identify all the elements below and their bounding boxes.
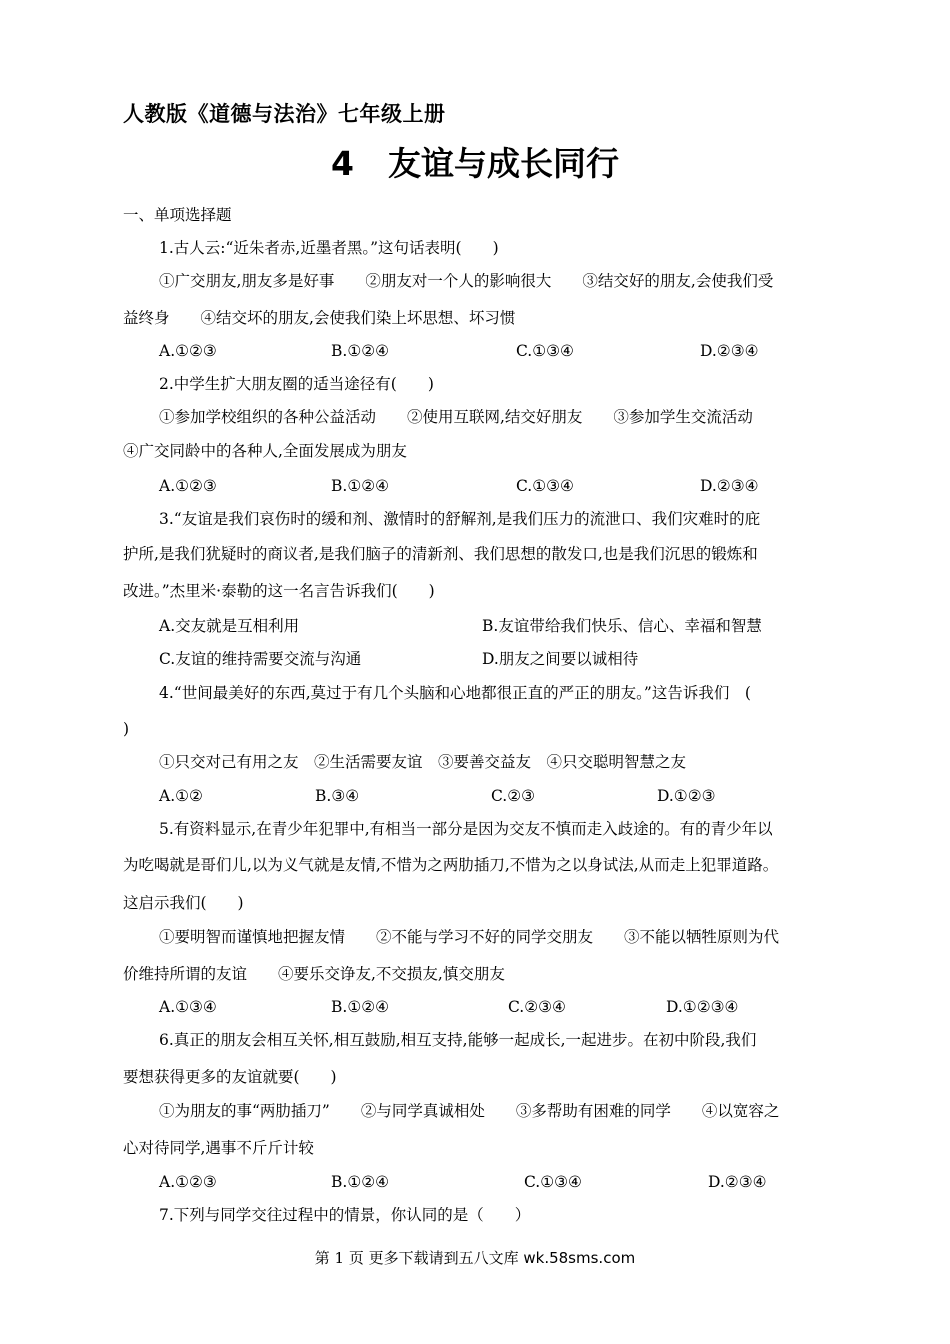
question-1-option-c: C.①③④ <box>516 342 574 360</box>
question-7-stem: 7.下列与同学交往过程中的情景，你认同的是（ ） <box>159 1206 531 1224</box>
question-4-stem: 4.“世间最美好的东西,莫过于有几个头脑和心地都很正直的严正的朋友。”这告诉我们 ( <box>159 684 751 702</box>
question-1-option-a: A.①②③ <box>159 342 217 360</box>
question-6-statements-cont: 心对待同学,遇事不斤斤计较 <box>123 1139 314 1157</box>
question-1-option-d: D.②③④ <box>700 342 759 360</box>
question-4-option-a: A.①② <box>159 787 203 805</box>
question-5-stem-cont-2: 这启示我们( ) <box>123 894 244 912</box>
question-3-stem: 3.“友谊是我们哀伤时的缓和剂、激情时的舒解剂,是我们压力的流泄口、我们灾难时的庇 <box>159 510 761 528</box>
question-2-stem: 2.中学生扩大朋友圈的适当途径有( ) <box>159 375 434 393</box>
question-3-option-c: C.友谊的维持需要交流与沟通 <box>159 650 362 668</box>
question-5-statements: ①要明智而谨慎地把握友情 ②不能与学习不好的同学交朋友 ③不能以牺牲原则为代 <box>159 928 780 946</box>
question-6-option-a: A.①②③ <box>159 1173 217 1191</box>
question-1-option-b: B.①②④ <box>331 342 390 360</box>
question-2-statements-cont: ④广交同龄中的各种人,全面发展成为朋友 <box>123 442 407 460</box>
question-1-statements-cont: 益终身 ④结交坏的朋友,会使我们染上坏思想、坏习惯 <box>123 309 516 327</box>
question-5-stem: 5.有资料显示,在青少年犯罪中,有相当一部分是因为交友不慎而走入歧途的。有的青少年以 <box>159 820 773 838</box>
question-3-option-a: A.交友就是互相利用 <box>159 617 300 635</box>
question-1-stem: 1.古人云:“近朱者赤,近墨者黑。”这句话表明( ) <box>159 239 499 257</box>
question-6-option-b: B.①②④ <box>331 1173 390 1191</box>
section-heading: 一、单项选择题 <box>123 206 232 224</box>
question-3-option-d: D.朋友之间要以诚相待 <box>482 650 639 668</box>
question-5-option-b: B.①②④ <box>331 998 390 1016</box>
question-5-stem-cont: 为吃喝就是哥们儿,以为义气就是友情,不惜为之两肋插刀,不惜为之以身试法,从而走上犯罪道路。 <box>123 856 779 874</box>
question-6-stem-cont: 要想获得更多的友谊就要( ) <box>123 1068 337 1086</box>
question-6-stem: 6.真正的朋友会相互关怀,相互鼓励,相互支持,能够一起成长,一起进步。在初中阶段,我们 <box>159 1031 757 1049</box>
question-4-option-b: B.③④ <box>315 787 360 805</box>
question-5-statements-cont: 价维持所谓的友谊 ④要乐交诤友,不交损友,慎交朋友 <box>123 965 505 983</box>
question-4-option-c: C.②③ <box>491 787 536 805</box>
question-2-statements: ①参加学校组织的各种公益活动 ②使用互联网,结交好朋友 ③参加学生交流活动 <box>159 408 753 426</box>
chapter-title <box>0 138 950 185</box>
page-footer <box>0 1247 950 1268</box>
book-title: 人教版《道德与法治》七年级上册 <box>123 102 446 126</box>
question-2-option-b: B.①②④ <box>331 477 390 495</box>
question-4-stem-cont: ) <box>123 720 130 738</box>
footer-site-link[interactable]: wk.58sms.com <box>523 1249 636 1267</box>
footer-page-text: 第 1 页 更多下载请到五八文库 <box>314 1249 524 1267</box>
chapter-number: 4 <box>331 144 354 183</box>
question-5-option-a: A.①③④ <box>159 998 217 1016</box>
question-6-option-d: D.②③④ <box>708 1173 767 1191</box>
question-5-option-c: C.②③④ <box>508 998 566 1016</box>
question-2-option-d: D.②③④ <box>700 477 759 495</box>
question-1-statements: ①广交朋友,朋友多是好事 ②朋友对一个人的影响很大 ③结交好的朋友,会使我们受 <box>159 272 774 290</box>
chapter-title-text: 友谊与成长同行 <box>387 144 619 183</box>
question-4-statements: ①只交对己有用之友 ②生活需要友谊 ③要善交益友 ④只交聪明智慧之友 <box>159 753 687 771</box>
question-3-option-b: B.友谊带给我们快乐、信心、幸福和智慧 <box>482 617 762 635</box>
question-4-option-d: D.①②③ <box>657 787 716 805</box>
question-2-option-a: A.①②③ <box>159 477 217 495</box>
question-6-option-c: C.①③④ <box>524 1173 582 1191</box>
question-6-statements: ①为朋友的事“两肋插刀” ②与同学真诚相处 ③多帮助有困难的同学 ④以宽容之 <box>159 1102 780 1120</box>
question-3-stem-cont-2: 改进。”杰里米·泰勒的这一名言告诉我们( ) <box>123 582 435 600</box>
question-2-option-c: C.①③④ <box>516 477 574 495</box>
question-3-stem-cont: 护所,是我们犹疑时的商议者,是我们脑子的清新剂、我们思想的散发口,也是我们沉思的锻炼和 <box>123 545 758 563</box>
question-5-option-d: D.①②③④ <box>666 998 739 1016</box>
